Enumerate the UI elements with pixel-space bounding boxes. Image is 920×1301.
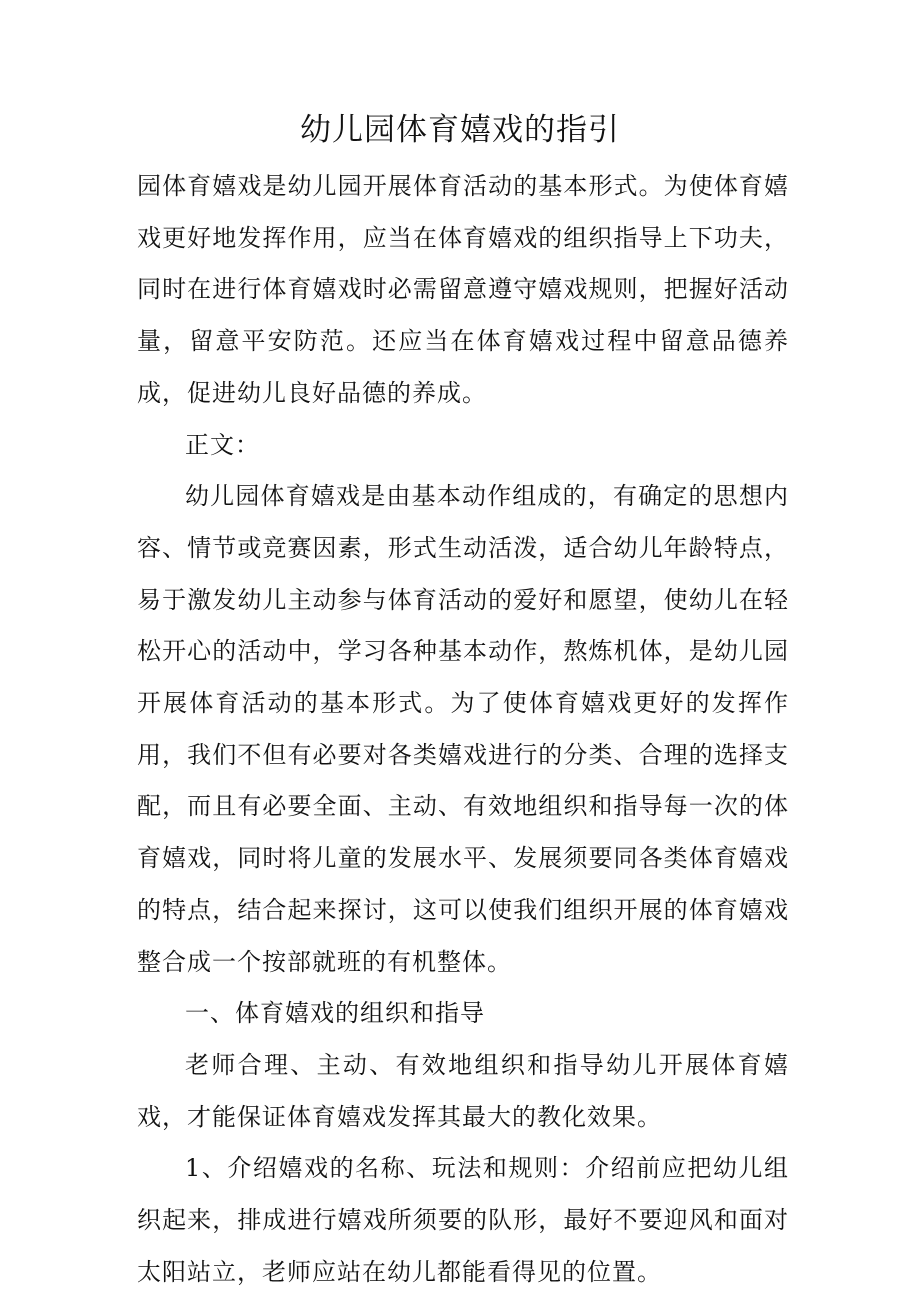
section-paragraph: 老师合理、主动、有效地组织和指导幼儿开展体育嬉戏，才能保证体育嬉戏发挥其最大的教化效果。 — [137, 1050, 789, 1131]
intro-paragraph: 园体育嬉戏是幼儿园开展体育活动的基本形式。为使体育嬉戏更好地发挥作用，应当在体育嬉戏的组织指导上下功夫，同时在进行体育嬉戏时必需留意遵守嬉戏规则，把握好活动量，留意平安防范。还应当在体育嬉戏过程中留意品德养成，促进幼儿良好品德的养成。 — [137, 172, 789, 407]
document-body — [137, 161, 789, 1298]
body-label: 正文： — [185, 430, 260, 459]
main-paragraph: 幼儿园体育嬉戏是由基本动作组成的，有确定的思想内容、情节或竞赛因素，形式生动活泼，适合幼儿年龄特点，易于激发幼儿主动参与体育活动的爱好和愿望，使幼儿在轻松开心的活动中，学习各种基本动作，熬炼机体，是幼儿园开展体育活动的基本形式。为了使体育嬉戏更好的发挥作用，我们不但有必要对各类嬉戏进行的分类、合理的选择支配，而且有必要全面、主动、有效地组织和指导每一次的体育嬉戏，同时将儿童的发展水平、发展须要同各类体育嬉戏的特点，结合起来探讨，这可以使我们组织开展的体育嬉戏整合成一个按部就班的有机整体。 — [137, 482, 789, 976]
section-heading: 一、体育嬉戏的组织和指导 — [185, 999, 485, 1028]
document-title: 幼儿园体育嬉戏的指引 — [300, 112, 620, 148]
numbered-paragraph: 1、介绍嬉戏的名称、玩法和规则：介绍前应把幼儿组织起来，排成进行嬉戏所须要的队形，最好不要迎风和面对太阳站立，老师应站在幼儿都能看得见的位置。 — [137, 1154, 789, 1286]
